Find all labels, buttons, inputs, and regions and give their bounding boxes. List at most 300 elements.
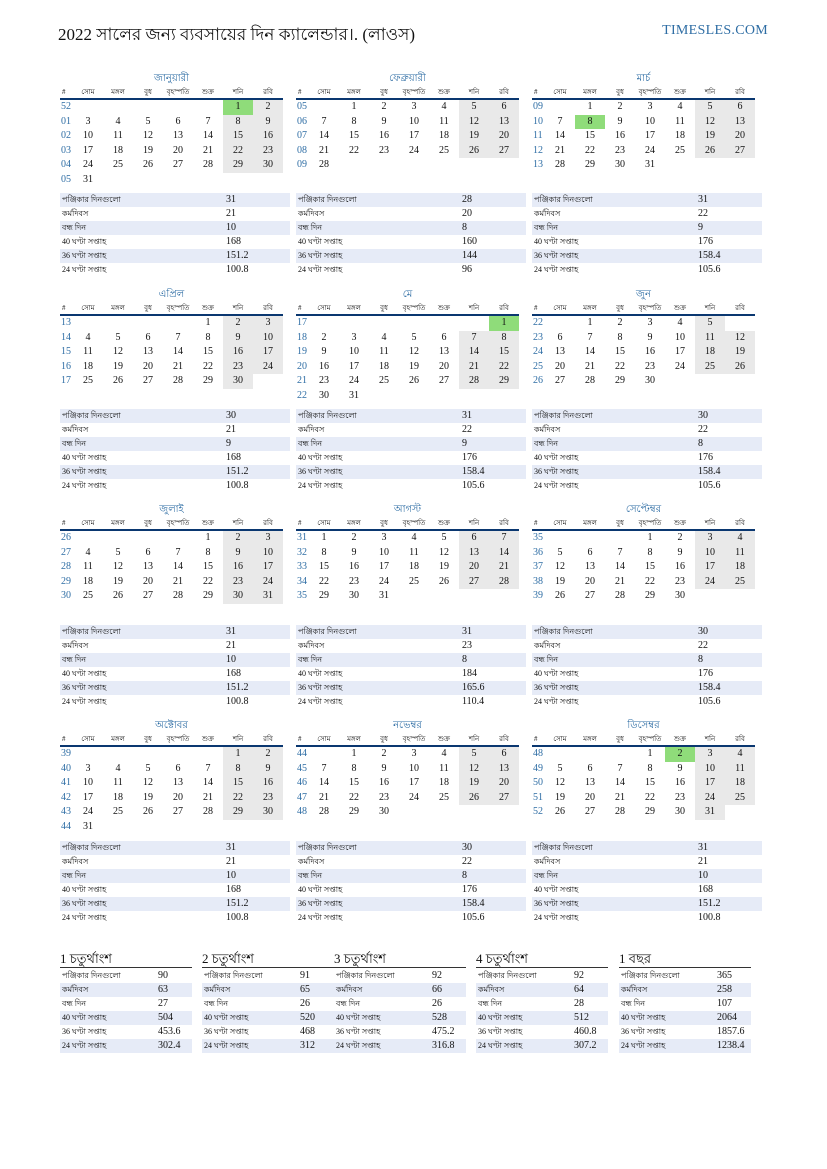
day-cell: 12 — [439, 546, 449, 558]
day-cell: 1 — [223, 747, 253, 762]
summary-label: পঞ্জিকার দিনগুলো — [478, 971, 537, 980]
day-cell: 24 — [253, 575, 283, 590]
summary-value: 21 — [226, 424, 236, 435]
summary-value: 31 — [226, 194, 236, 205]
day-cell — [399, 316, 429, 331]
day-cell: 4 — [677, 101, 683, 112]
day-header: মঙ্গল — [347, 519, 361, 527]
summary-row — [60, 653, 290, 667]
day-header: বুধ — [616, 304, 624, 312]
summary-label: কর্মদিবস — [534, 425, 561, 434]
day-header: রবি — [499, 519, 509, 527]
month-name: এপ্রিল — [158, 289, 185, 300]
day-cell: 4 — [725, 531, 755, 546]
day-cell: 12 — [113, 561, 123, 572]
day-header: শুক্র — [202, 519, 214, 527]
summary-value: 96 — [462, 264, 472, 275]
summary-label: কর্মদিবস — [298, 209, 325, 218]
summary-row — [60, 625, 290, 639]
month-name: ফেব্রুয়ারী — [389, 73, 426, 84]
day-cell — [103, 747, 133, 762]
summary-label: বন্ধ দিন — [478, 999, 503, 1008]
day-cell: 11 — [113, 777, 123, 788]
summary-value: 365 — [717, 970, 732, 981]
day-cell — [545, 316, 575, 331]
month-name: অক্টোবর — [155, 720, 188, 731]
summary-label: 40 ঘণ্টা সপ্তাহ — [336, 1013, 381, 1022]
week-number: 20 — [297, 360, 307, 372]
day-header: শুক্র — [674, 735, 686, 743]
day-cell: 5 — [695, 316, 725, 331]
day-cell: 10 — [349, 346, 359, 357]
summary-label: 24 ঘণ্টা সপ্তাহ — [621, 1041, 666, 1050]
summary-value: 453.6 — [158, 1026, 181, 1037]
week-number: 22 — [297, 389, 307, 401]
day-cell: 8 — [321, 546, 327, 558]
day-header-row — [532, 734, 755, 747]
day-cell — [369, 316, 399, 331]
month-name: মার্চ — [636, 73, 651, 84]
week-row — [532, 747, 755, 762]
day-cell: 19 — [439, 561, 449, 572]
day-cell — [253, 173, 283, 188]
summary-label: 40 ঘণ্টা সপ্তাহ — [62, 669, 107, 678]
summary-row — [60, 451, 290, 465]
day-cell: 26 — [695, 144, 725, 159]
day-header: মঙ্গল — [583, 304, 597, 312]
month-calendar — [296, 71, 519, 173]
day-cell: 29 — [645, 806, 655, 817]
summary-value: 512 — [574, 1012, 589, 1023]
month-calendar — [60, 71, 283, 187]
month-calendar — [296, 502, 519, 604]
day-cell: 13 — [585, 561, 595, 572]
day-cell — [399, 805, 429, 820]
day-cell — [253, 374, 283, 389]
summary-value: 151.2 — [226, 466, 249, 477]
day-cell: 14 — [585, 346, 595, 357]
day-header-row — [532, 87, 755, 100]
week-row — [532, 115, 755, 130]
summary-row — [60, 639, 290, 653]
summary-value: 100.8 — [226, 696, 249, 707]
summary-value: 2064 — [717, 1012, 737, 1023]
day-cell: 29 — [489, 374, 519, 389]
day-cell: 15 — [203, 561, 213, 572]
summary-value: 30 — [226, 410, 236, 421]
day-cell: 12 — [143, 130, 153, 141]
day-cell: 27 — [585, 590, 595, 601]
summary-row — [296, 207, 526, 221]
month-calendar — [532, 502, 755, 604]
brand-link[interactable]: TIMESLES.COM — [662, 23, 768, 38]
summary-label: বন্ধ দিন — [298, 223, 323, 232]
day-cell — [605, 531, 635, 546]
day-cell: 30 — [349, 590, 359, 601]
summary-value: 168 — [698, 884, 713, 895]
summary-row — [334, 1011, 466, 1025]
day-cell: 12 — [555, 561, 565, 572]
day-cell: 25 — [409, 575, 419, 587]
week-number: 30 — [61, 590, 71, 601]
week-number: 37 — [533, 561, 543, 572]
day-header: রবি — [735, 304, 745, 312]
day-header: # — [298, 519, 302, 527]
day-cell — [133, 316, 163, 331]
day-cell: 10 — [409, 115, 419, 127]
day-cell: 6 — [145, 331, 151, 343]
day-cell: 5 — [441, 532, 447, 543]
day-cell: 15 — [203, 346, 213, 357]
summary-label: পঞ্জিকার দিনগুলো — [534, 411, 593, 420]
day-cell: 1 — [205, 317, 211, 328]
day-cell: 3 — [647, 101, 653, 112]
day-cell — [103, 531, 133, 546]
day-cell — [133, 100, 163, 115]
summary-value: 302.4 — [158, 1040, 181, 1051]
day-cell: 13 — [489, 115, 519, 130]
week-row — [60, 374, 283, 389]
summary-row — [60, 841, 290, 855]
summary-row — [202, 1025, 334, 1039]
summary-label: 36 ঘণ্টা সপ্তাহ — [62, 683, 107, 692]
summary-value: 144 — [462, 250, 477, 261]
week-number: 13 — [533, 159, 543, 170]
week-number: 28 — [61, 561, 71, 572]
week-row — [60, 158, 283, 173]
day-cell: 22 — [585, 144, 595, 156]
week-row — [296, 546, 519, 561]
week-number: 17 — [61, 375, 71, 386]
summary-label: পঞ্জিকার দিনগুলো — [62, 411, 121, 420]
summary-row — [619, 997, 751, 1011]
week-row — [60, 560, 283, 575]
day-cell: 10 — [409, 762, 419, 774]
summary-label: 36 ঘণ্টা সপ্তাহ — [534, 683, 579, 692]
week-number: 04 — [61, 159, 71, 170]
summary-label: 24 ঘণ্টা সপ্তাহ — [298, 265, 343, 274]
day-cell: 9 — [223, 331, 253, 346]
summary-label: কর্মদিবস — [298, 425, 325, 434]
summary-label: 40 ঘণ্টা সপ্তাহ — [534, 669, 579, 678]
summary-row — [532, 883, 762, 897]
week-number: 42 — [61, 791, 71, 803]
summary-label: 24 ঘণ্টা সপ্তাহ — [62, 1041, 107, 1050]
day-cell: 17 — [695, 776, 725, 791]
week-row — [60, 531, 283, 546]
day-cell: 4 — [115, 762, 121, 774]
day-cell: 20 — [585, 791, 595, 803]
day-cell: 11 — [379, 346, 389, 357]
day-header: # — [534, 735, 538, 743]
day-cell: 29 — [645, 590, 655, 601]
day-cell: 30 — [223, 374, 253, 389]
day-cell: 2 — [253, 100, 283, 115]
summary-label: বন্ধ দিন — [298, 655, 323, 664]
day-header: বৃহস্পতি — [638, 735, 662, 743]
day-header-row — [296, 303, 519, 316]
summary-value: 31 — [698, 194, 708, 205]
day-cell: 17 — [83, 791, 93, 803]
day-cell: 7 — [321, 762, 327, 774]
day-cell: 18 — [695, 345, 725, 360]
summary-value: 184 — [462, 668, 477, 679]
summary-row — [60, 263, 290, 277]
day-cell: 17 — [695, 560, 725, 575]
month-summary — [60, 409, 290, 493]
day-cell — [489, 389, 519, 404]
day-cell: 25 — [675, 144, 685, 156]
day-cell: 7 — [175, 546, 181, 558]
period-summary — [476, 950, 608, 1053]
day-header: শনি — [232, 304, 244, 312]
summary-value: 100.8 — [226, 264, 249, 275]
week-row — [296, 560, 519, 575]
summary-row — [296, 841, 526, 855]
week-number: 34 — [297, 575, 307, 587]
day-cell: 12 — [555, 777, 565, 788]
summary-value: 168 — [226, 236, 241, 247]
day-header: রবি — [499, 304, 509, 312]
day-cell: 9 — [617, 115, 623, 127]
summary-row — [60, 897, 290, 911]
day-cell: 27 — [489, 791, 519, 806]
day-cell: 2 — [351, 532, 357, 543]
day-header: শুক্র — [438, 304, 450, 312]
day-cell: 24 — [409, 791, 419, 803]
day-cell: 24 — [409, 144, 419, 156]
page-title: 2022 সালের জন্য ব্যবসায়ের দিন ক্যালেন্ডার।. (লাওস) — [58, 25, 416, 44]
summary-value: 21 — [226, 640, 236, 651]
day-header: মঙ্গল — [583, 88, 597, 96]
summary-row — [296, 681, 526, 695]
day-header: শনি — [468, 519, 480, 527]
day-header: সোম — [553, 88, 567, 96]
day-header: বৃহস্পতি — [402, 519, 426, 527]
day-cell: 3 — [351, 331, 357, 343]
day-cell: 15 — [349, 777, 359, 788]
week-row — [532, 762, 755, 777]
week-row — [60, 345, 283, 360]
day-cell: 23 — [675, 575, 685, 587]
month-calendar — [296, 718, 519, 820]
month-name: জানুয়ারী — [154, 73, 189, 84]
summary-value: 100.8 — [698, 912, 721, 923]
day-cell: 14 — [555, 130, 565, 141]
summary-row — [60, 997, 192, 1011]
summary-label: বন্ধ দিন — [298, 439, 323, 448]
day-header: সোম — [317, 735, 331, 743]
day-header-row — [296, 87, 519, 100]
summary-value: 110.4 — [462, 696, 485, 707]
week-number: 29 — [61, 575, 71, 587]
month-name: সেপ্টেম্বর — [625, 504, 662, 515]
day-cell: 23 — [379, 144, 389, 156]
day-cell: 23 — [675, 791, 685, 803]
summary-row — [296, 479, 526, 493]
day-cell: 31 — [695, 805, 725, 820]
day-cell: 16 — [349, 561, 359, 572]
day-cell: 20 — [173, 791, 183, 803]
day-header: বৃহস্পতি — [166, 304, 190, 312]
day-header: বুধ — [380, 735, 388, 743]
day-header: শুক্র — [674, 88, 686, 96]
summary-label: 24 ঘণ্টা সপ্তাহ — [298, 697, 343, 706]
day-cell: 3 — [253, 316, 283, 331]
day-header: বৃহস্পতি — [638, 88, 662, 96]
day-cell — [163, 100, 193, 115]
day-cell: 20 — [555, 360, 565, 372]
summary-row — [296, 625, 526, 639]
summary-value: 92 — [432, 970, 442, 981]
week-number: 26 — [61, 532, 71, 543]
summary-row — [296, 855, 526, 869]
day-cell — [103, 100, 133, 115]
day-header: শুক্র — [674, 519, 686, 527]
summary-label: কর্মদিবস — [204, 985, 231, 994]
summary-value: 528 — [432, 1012, 447, 1023]
summary-label: 24 ঘণ্টা সপ্তাহ — [298, 913, 343, 922]
day-cell: 28 — [585, 375, 595, 386]
day-cell: 18 — [725, 776, 755, 791]
day-header: সোম — [81, 304, 95, 312]
day-header: বৃহস্পতি — [402, 88, 426, 96]
summary-row — [296, 667, 526, 681]
day-header: মঙ্গল — [347, 304, 361, 312]
day-cell: 10 — [379, 546, 389, 558]
summary-row — [532, 639, 762, 653]
week-number: 14 — [61, 331, 71, 343]
day-cell — [223, 820, 253, 835]
day-cell: 11 — [409, 546, 419, 558]
day-header: শুক্র — [438, 735, 450, 743]
day-header: শনি — [232, 735, 244, 743]
week-number: 03 — [61, 144, 71, 156]
day-cell: 20 — [143, 575, 153, 587]
day-cell: 9 — [381, 762, 387, 774]
day-cell: 20 — [725, 129, 755, 144]
day-cell — [459, 316, 489, 331]
day-cell: 12 — [459, 762, 489, 777]
day-cell: 19 — [459, 129, 489, 144]
day-cell: 7 — [617, 762, 623, 774]
day-cell: 15 — [489, 345, 519, 360]
day-cell — [309, 100, 339, 115]
summary-label: 24 ঘণ্টা সপ্তাহ — [534, 913, 579, 922]
summary-label: বন্ধ দিন — [534, 655, 559, 664]
summary-value: 92 — [574, 970, 584, 981]
day-cell: 4 — [441, 748, 447, 759]
day-header: রবি — [735, 519, 745, 527]
day-cell: 13 — [585, 777, 595, 788]
day-cell: 28 — [319, 159, 329, 170]
day-cell: 28 — [459, 374, 489, 389]
summary-row — [296, 653, 526, 667]
summary-label: 40 ঘণ্টা সপ্তাহ — [534, 885, 579, 894]
day-cell: 22 — [203, 360, 213, 372]
day-cell: 10 — [253, 331, 283, 346]
day-cell: 7 — [489, 531, 519, 546]
day-cell: 31 — [349, 389, 359, 401]
day-cell — [695, 158, 725, 173]
summary-row — [60, 695, 290, 709]
day-cell: 10 — [695, 762, 725, 777]
summary-value: 258 — [717, 984, 732, 995]
day-header: মঙ্গল — [111, 735, 125, 743]
day-cell: 19 — [113, 575, 123, 587]
summary-row — [619, 1025, 751, 1039]
week-number: 15 — [61, 346, 71, 357]
month-name: আগস্ট — [393, 504, 422, 515]
summary-row — [296, 869, 526, 883]
day-cell: 2 — [665, 747, 695, 762]
day-header: সোম — [317, 304, 331, 312]
day-header: # — [298, 304, 302, 312]
summary-value: 28 — [574, 998, 584, 1009]
day-cell: 30 — [319, 389, 329, 401]
week-number: 52 — [533, 806, 543, 817]
week-row — [532, 776, 755, 791]
day-cell: 8 — [223, 762, 253, 777]
summary-label: পঞ্জিকার দিনগুলো — [298, 627, 357, 636]
day-cell: 24 — [379, 575, 389, 587]
day-header: শনি — [468, 735, 480, 743]
week-number: 44 — [297, 748, 307, 759]
day-cell: 21 — [615, 791, 625, 803]
summary-row — [619, 983, 751, 997]
day-cell: 30 — [379, 806, 389, 817]
day-cell: 20 — [143, 360, 153, 372]
day-cell: 28 — [615, 806, 625, 817]
week-number: 43 — [61, 806, 71, 817]
day-cell: 24 — [675, 360, 685, 372]
summary-row — [334, 969, 466, 983]
day-cell: 27 — [143, 375, 153, 386]
summary-value: 105.6 — [462, 912, 485, 923]
summary-label: বন্ধ দিন — [534, 223, 559, 232]
summary-row — [60, 437, 290, 451]
week-number: 10 — [533, 115, 543, 127]
summary-value: 27 — [158, 998, 168, 1009]
day-cell: 20 — [459, 560, 489, 575]
period-title: 3 চতুর্থাংশ — [334, 950, 466, 968]
day-header: সোম — [553, 735, 567, 743]
day-header: শনি — [704, 88, 716, 96]
day-cell: 5 — [557, 546, 563, 558]
period-summary — [619, 950, 751, 1053]
week-row — [60, 129, 283, 144]
week-number: 22 — [533, 317, 543, 328]
day-cell: 25 — [725, 791, 755, 806]
summary-row — [476, 969, 608, 983]
day-cell: 8 — [205, 546, 211, 558]
month-summary — [296, 625, 526, 709]
day-cell — [73, 316, 103, 331]
summary-row — [60, 911, 290, 925]
day-cell: 27 — [725, 144, 755, 159]
day-cell: 7 — [175, 331, 181, 343]
day-cell: 26 — [725, 360, 755, 375]
day-cell: 17 — [349, 360, 359, 372]
day-cell: 17 — [83, 144, 93, 156]
summary-value: 151.2 — [226, 682, 249, 693]
summary-label: কর্মদিবস — [621, 985, 648, 994]
week-row — [296, 389, 519, 404]
week-number: 41 — [61, 777, 71, 788]
summary-value: 21 — [226, 208, 236, 219]
summary-value: 158.4 — [462, 466, 485, 477]
week-row — [296, 129, 519, 144]
